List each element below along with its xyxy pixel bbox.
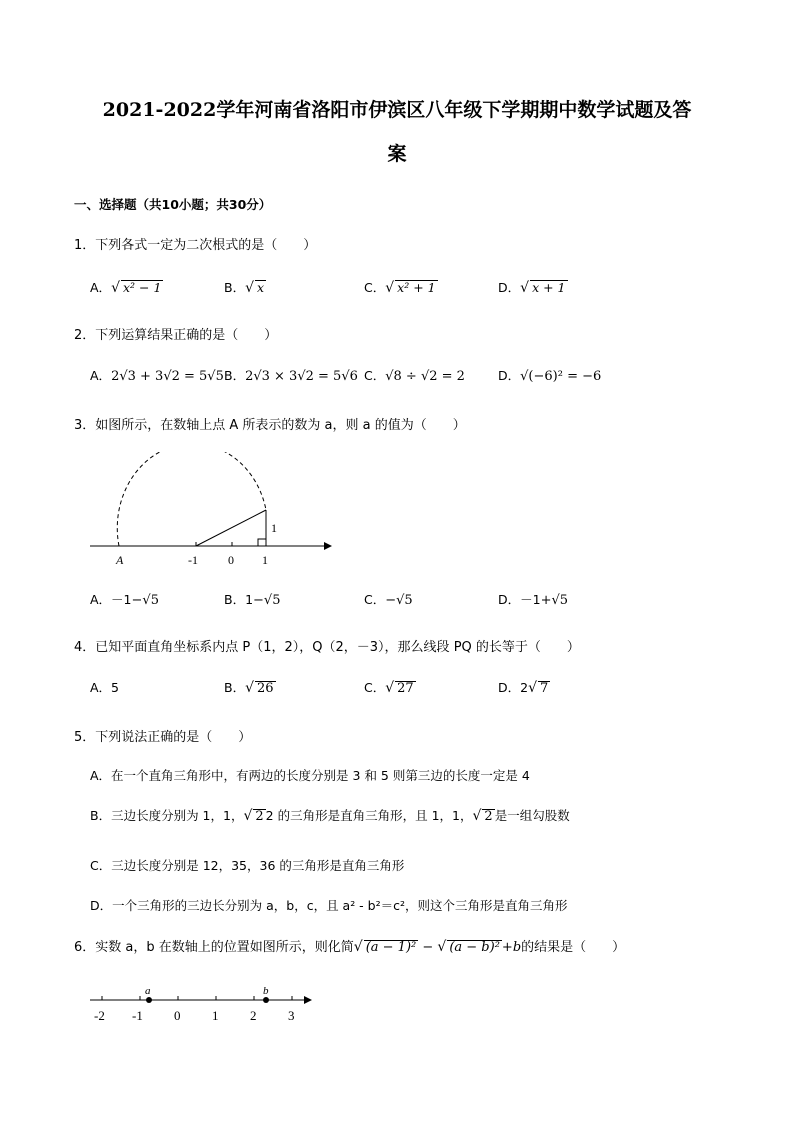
q1-option-d-math: x + 1 [532,280,566,295]
q6-stem-var-b: b [512,940,522,955]
q6-tick-label-three: 3 [288,1008,295,1023]
q3-option-a[interactable] [90,590,159,608]
q4-option-c-label: C． [364,680,386,695]
q4-option-b-math: 26 [257,681,274,696]
q4-option-a[interactable]: A．5 [90,680,120,695]
sqrt-icon: √ [472,808,482,824]
sqrt-icon: √ [437,939,447,955]
sqrt-icon: √ [111,280,120,296]
q1-option-c[interactable] [364,278,438,296]
sqrt-icon: √ [353,939,363,955]
minus-sign-icon: − [418,940,438,955]
q1-option-b-math: x [257,280,265,295]
question-2-stem: 2．下列运算结果正确的是（ ） [74,328,278,343]
question-4-stem: 4．已知平面直角坐标系内点 P（1，2），Q（2，－3），那么线段 PQ 的长等于（ ） [74,640,580,655]
q6-point-b [263,997,269,1003]
q3-option-a-label: A．－1 [90,592,132,607]
q3-side-length-label: 1 [271,521,277,535]
question-6-stem [74,936,625,955]
q5-option-b-post: 是一组勾股数 [494,808,570,823]
q3-hypotenuse [196,510,266,546]
q6-tick-label-minus1: -1 [132,1008,143,1023]
q5-option-d[interactable]: D．一个三角形的三边长分别为 a，b，c，且 a² - b²＝c²，则这个三角形是直角三角形 [90,898,568,913]
q2-option-c[interactable] [364,366,465,384]
q4-option-b[interactable] [224,678,276,696]
q3-option-b[interactable] [224,590,280,608]
q6-number-line-figure [86,980,316,1024]
q2-option-d-label: D． [498,368,521,383]
q1-option-b-label: B． [224,280,246,295]
plus-sign-icon: + [501,940,513,955]
q3-option-b-math: −√5 [253,593,281,608]
page-title: 2021-2022学年河南省洛阳市伊滨区八年级下学期期中数学试题及答 [102,99,692,121]
q2-option-a[interactable] [90,366,224,384]
q3-point-a-label: A [116,553,124,567]
sqrt-icon: √ [520,280,530,296]
q6-point-b-label: b [263,985,269,997]
sqrt-icon: √ [245,680,254,696]
arrow-right-icon [324,542,332,550]
q3-tick-label-minus1: -1 [188,553,198,567]
q5-option-a[interactable]: A．在一个直角三角形中，有两边的长度分别是 3 和 5 则第三边的长度一定是 4 [90,768,530,783]
q1-option-c-math: x² + 1 [397,280,436,295]
q6-point-a-label: a [145,985,151,997]
sqrt-icon: √ [385,280,395,296]
q2-option-b-math: 2√3 × 3√2 = 5√6 [245,369,358,384]
sqrt-icon: √ [243,808,253,824]
q5-option-b-rad: 2 [255,809,264,824]
q6-stem-pre: 6．实数 a，b 在数轴上的位置如图所示，则化简 [74,940,354,955]
q3-option-d[interactable] [498,590,568,608]
q3-tick-label-one: 1 [262,553,268,567]
q3-tick-label-zero: 0 [228,553,234,567]
sqrt-icon: √ [245,280,254,296]
q3-option-c-label: C． [364,592,386,607]
q1-option-a-math: x² − 1 [122,280,162,295]
q1-option-a-label: A． [90,280,112,295]
right-angle-icon [258,539,266,546]
q3-option-d-label: D．－1 [498,592,541,607]
sqrt-icon: √ [385,680,395,696]
q5-option-b-rad2: 2 [484,809,493,824]
q2-option-b-label: B． [224,368,246,383]
q3-number-line-figure [86,452,336,572]
q6-stem-math2: (a − b)² [449,940,500,955]
section-heading: 一、选择题（共10小题；共30分） [74,197,272,212]
q3-option-b-label: B．1 [224,592,254,607]
q2-option-a-math: 2√3 + 3√2 = 5√5 [111,369,224,384]
q4-option-d-label: D．2 [498,680,529,695]
q3-option-c-math: −√5 [385,593,413,608]
q4-option-c[interactable] [364,678,416,696]
q3-option-d-math: +√5 [540,593,569,608]
q3-dashed-arc [117,452,266,546]
q3-option-a-math: −√5 [131,593,159,608]
q2-option-b[interactable] [224,366,358,384]
q6-tick-label-two: 2 [250,1008,257,1023]
question-5-stem: 5．下列说法正确的是（ ） [74,730,252,745]
q2-option-d-math: √(−6)² = −6 [520,369,602,384]
q4-option-d-math: 7 [540,681,549,696]
q2-option-a-label: A． [90,368,112,383]
question-1-stem: 1．下列各式一定为二次根式的是（ ） [74,238,317,253]
q4-option-b-label: B． [224,680,246,695]
q2-option-d[interactable] [498,366,601,384]
q5-option-c[interactable]: C．三边长度分别是 12，35，36 的三角形是直角三角形 [90,858,405,873]
q6-tick-label-zero: 0 [174,1008,181,1023]
q1-option-d[interactable] [498,278,568,296]
q2-option-c-label: C． [364,368,386,383]
sqrt-icon: √ [528,680,538,696]
q6-stem-post: 的结果是（ ） [521,940,626,955]
q1-option-d-label: D． [498,280,521,295]
q6-tick-label-minus2: -2 [94,1008,105,1023]
question-3-stem: 3．如图所示，在数轴上点 A 所表示的数为 a，则 a 的值为（ ） [74,418,466,433]
q6-tick-label-one: 1 [212,1008,219,1023]
q2-option-c-math: √8 ÷ √2 = 2 [385,369,465,384]
q1-option-b[interactable] [224,278,266,296]
q4-option-d[interactable] [498,678,550,696]
q6-stem-math1: (a − 1)² [365,940,417,955]
q1-option-a[interactable] [90,278,163,296]
q5-option-b-pre: B．三边长度分别为 1，1， [90,808,244,823]
q6-point-a [146,997,152,1003]
q5-option-b-mid: 2 的三角形是直角三角形，且 1，1， [265,808,473,823]
arrow-right-icon [304,996,312,1004]
q1-option-c-label: C． [364,280,386,295]
q4-option-c-math: 27 [397,681,414,696]
q5-option-b[interactable] [90,806,570,824]
page-title-continued: 案 [387,143,407,165]
q3-option-c[interactable] [364,590,413,608]
